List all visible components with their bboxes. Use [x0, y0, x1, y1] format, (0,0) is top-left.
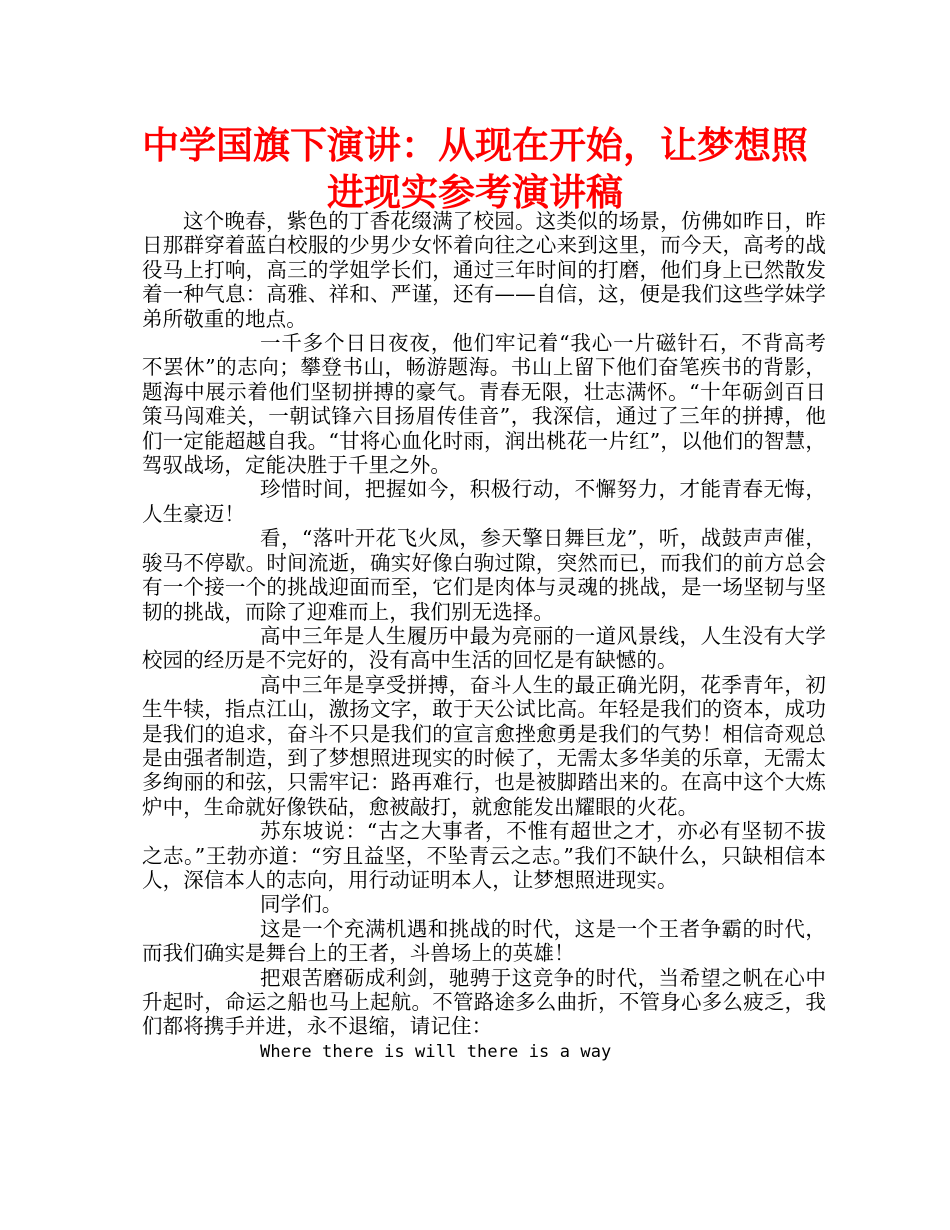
- paragraph-8: 同学们。: [260, 892, 343, 917]
- paragraph-5: 高中三年是人生履历中最为亮丽的一道风景线，人生没有大学校园的经历是不完好的，没有高中生活的回忆是有缺憾的。: [142, 623, 826, 673]
- paragraph-1: 这个晚春，紫色的丁香花缀满了校园。这类似的场景，仿佛如昨日，昨日那群穿着蓝白校服的少男少女怀着向往之心来到这里，而今天，高考的战役马上打响，高三的学姐学长们，通过三年时间的打磨，他们身上已然散发着一种气息：高雅、祥和、严谨，还有——自信，这，便是我们这些学妹学弟所敬重的地点。: [142, 209, 826, 331]
- document-body: [142, 209, 826, 1064]
- paragraph-6: 高中三年是享受拼搏，奋斗人生的最正确光阴，花季青年，初生牛犊，指点江山，激扬文字，敢于天公试比高。年轻是我们的资本，成功是我们的追求，奋斗不只是我们的宣言愈挫愈勇是我们的气势！相信奇观总是由强者制造，到了梦想照进现实的时候了，无需太多华美的乐章，无需太多绚丽的和弦，只需牢记：路再难行，也是被脚踏出来的。在高中这个大炼炉中，生命就好像铁砧，愈被敲打，就愈能发出耀眼的火花。: [142, 672, 826, 819]
- paragraph-10: 把艰苦磨砺成利剑，驰骋于这竞争的时代，当希望之帆在心中升起时，命运之船也马上起航。不管路途多么曲折，不管身心多么疲乏，我们都将携手并进，永不退缩，请记住：: [142, 965, 826, 1039]
- paragraph-7: 苏东坡说：“古之大事者，不惟有超世之才，亦必有坚韧不拔之志。”王勃亦道：“穷且益坚，不坠青云之志。”我们不缺什么，只缺相信本人，深信本人的志向，用行动证明本人，让梦想照进现实。: [142, 819, 826, 892]
- closing-line: Where there is will there is a way: [260, 1041, 612, 1062]
- paragraph-3: 珍惜时间，把握如今，积极行动，不懈努力，才能青春无悔，人生豪迈！: [142, 477, 826, 526]
- paragraph-9: 这是一个充满机遇和挑战的时代，这是一个王者争霸的时代，而我们确实是舞台上的王者，斗兽场上的英雄！: [142, 916, 826, 966]
- paragraph-2: 一千多个日日夜夜，他们牢记着“我心一片磁针石，不背高考不罢休”的志向；攀登书山，畅游题海。书山上留下他们奋笔疾书的背影，题海中展示着他们坚韧拼搏的豪气。青春无限，壮志满怀。“十年砺剑百日策马闯难关，一朝试锋六目扬眉传佳音”，我深信，通过了三年的拼搏，他们一定能超越自我。“甘将心血化时雨，润出桃花一片红”，以他们的智慧，驾驭战场，定能决胜于千里之外。: [142, 331, 826, 478]
- document-title: 中学国旗下演讲：从现在开始，让梦想照进现实参考演讲稿: [142, 124, 808, 214]
- paragraph-4: 看，“落叶开花飞火凤，参天擎日舞巨龙”，听，战鼓声声催，骏马不停歇。时间流逝，确实好像白驹过隙，突然而已，而我们的前方总会有一个接一个的挑战迎面而至，它们是肉体与灵魂的挑战，是一场坚韧与坚韧的挑战，而除了迎难而上，我们别无选择。: [142, 526, 826, 624]
